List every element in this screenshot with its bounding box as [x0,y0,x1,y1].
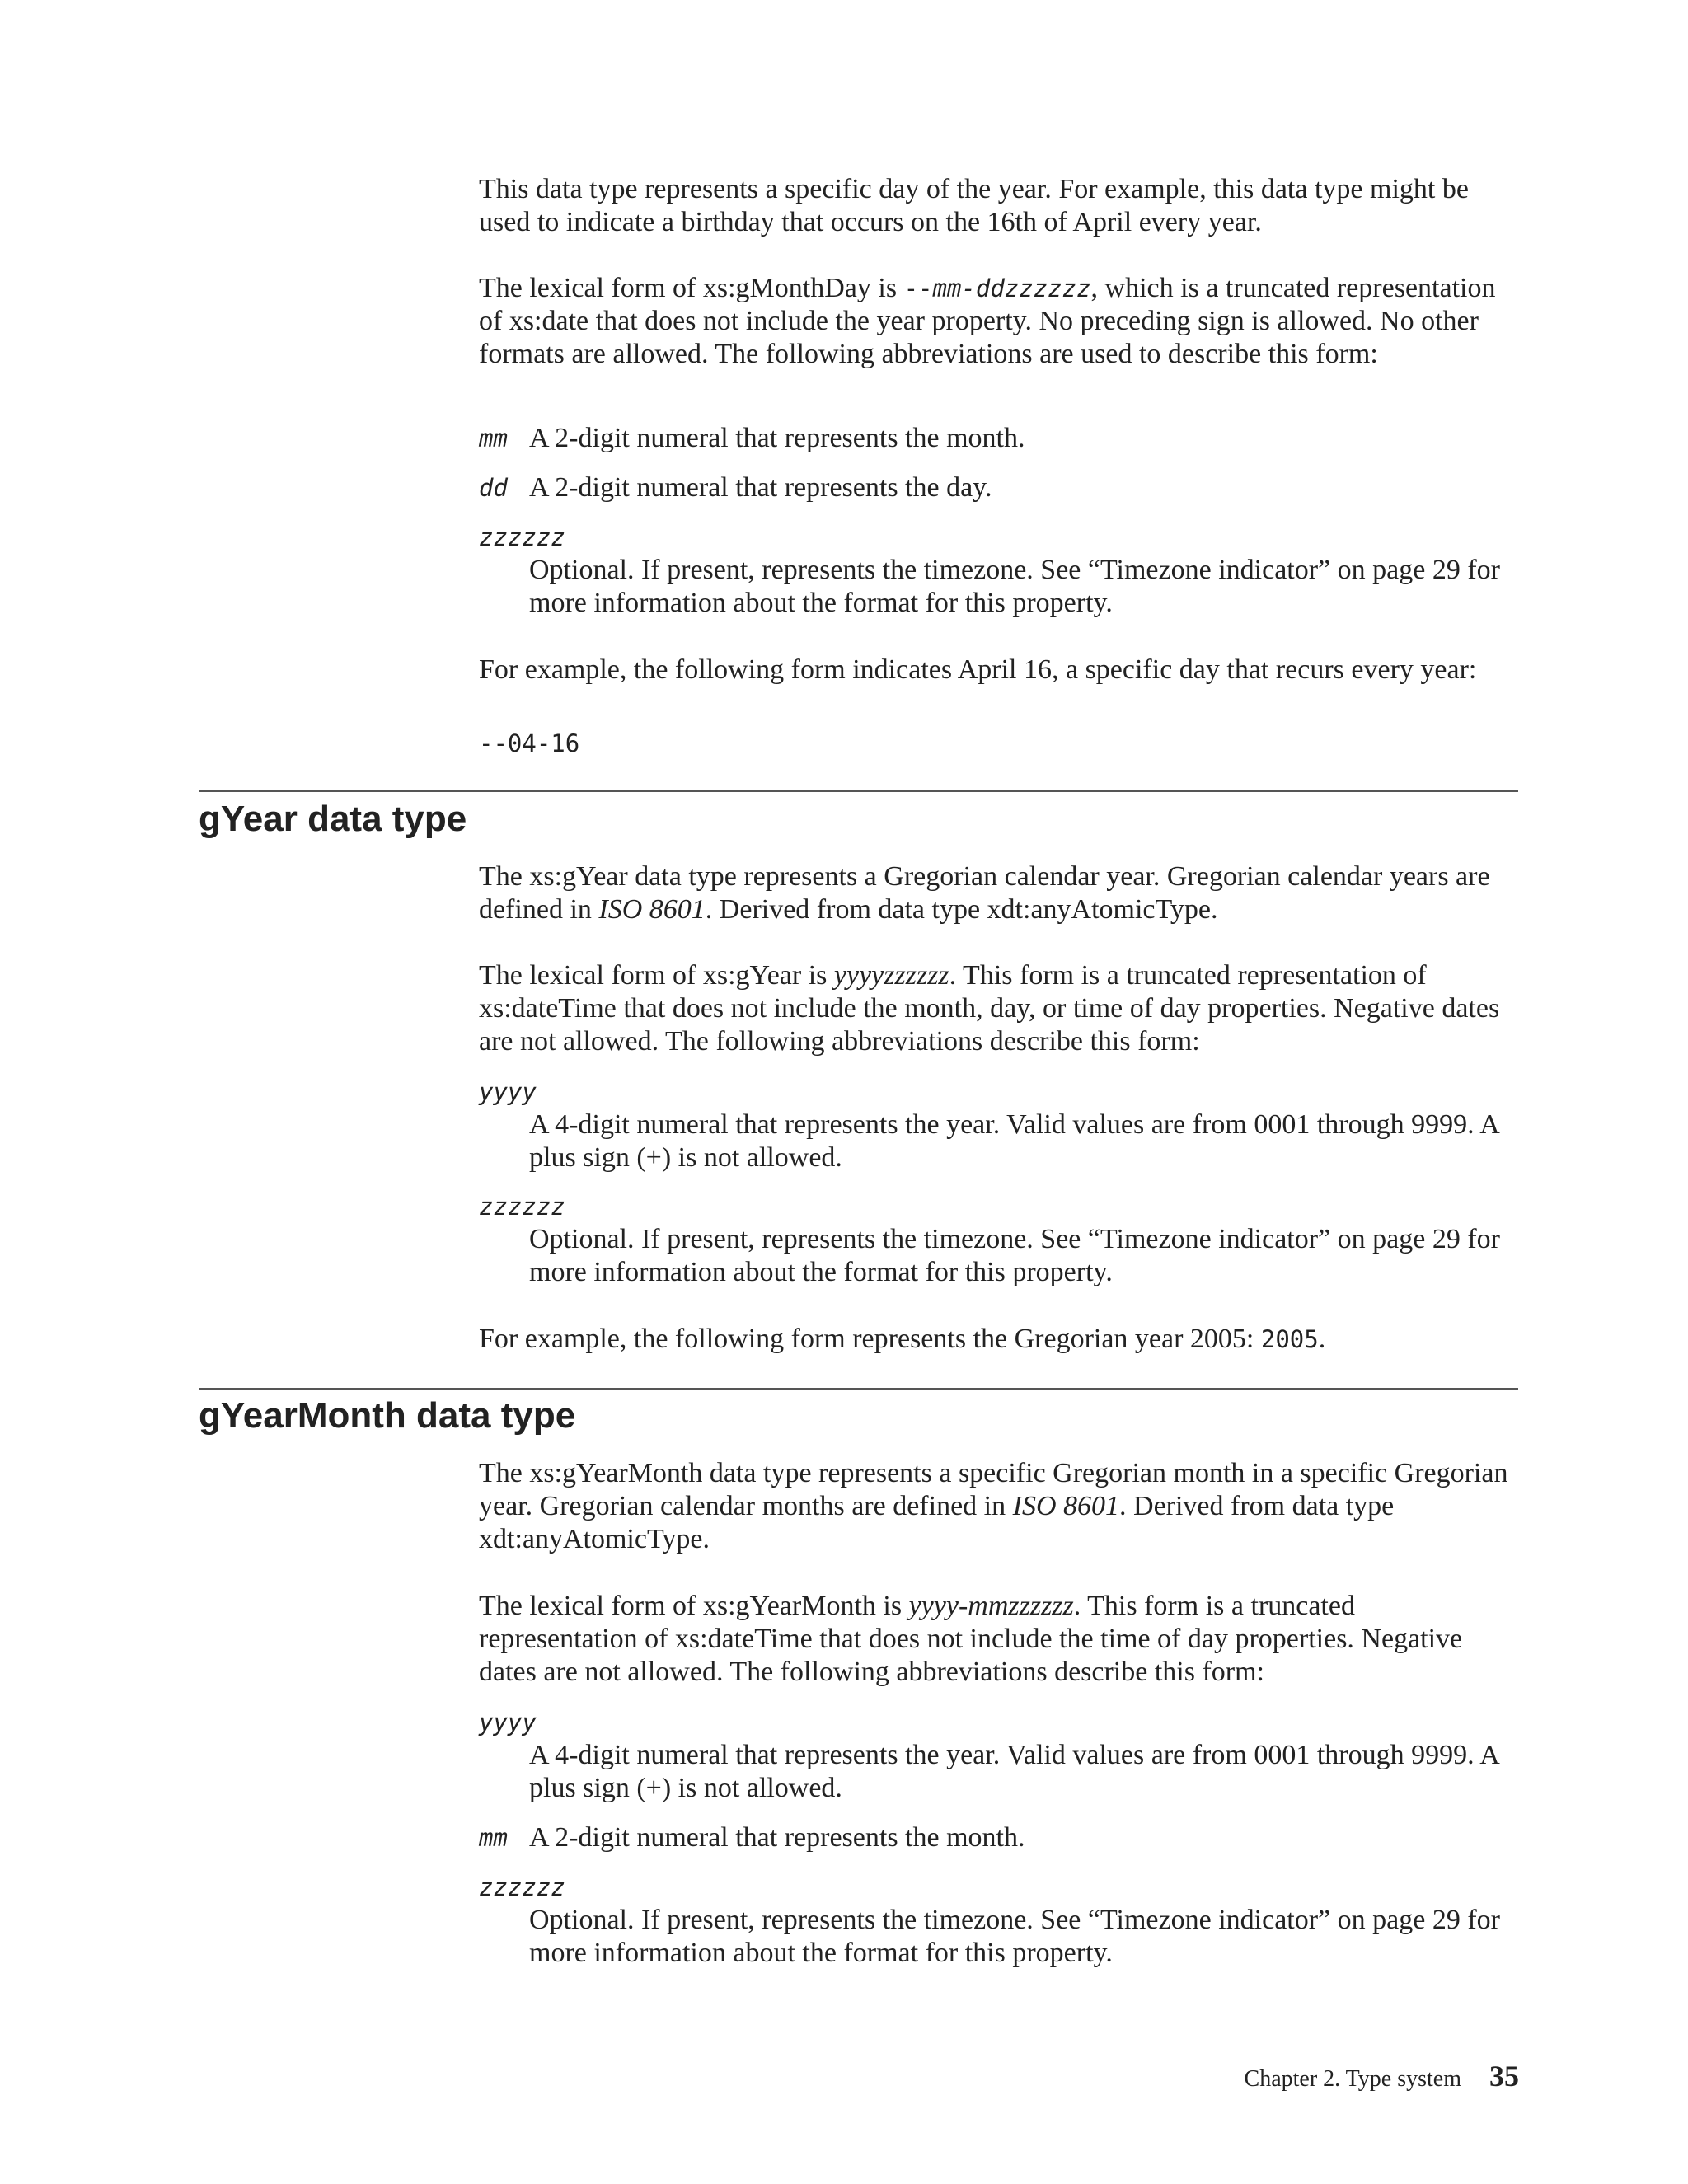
term-description: A 4-digit numeral that represents the year. Valid values are from 0001 through 9999. A plus sign (+) is not allowed. [529,1109,1498,1173]
intro-para2-post: , which is a truncated representation of xs:date that does not include the year property. No preceding sign is allowed. No other formats are allowed. The following abbreviations are used to describe this form: [479,273,1496,369]
gyearmonth-paragraph-2 [479,1590,1517,1689]
term-label: yyyy [479,1078,537,1106]
gyear-paragraph-2 [479,959,1517,1058]
term-label: mm [479,424,508,452]
section-divider [199,1388,1518,1390]
gyearmonth-paragraph-1 [479,1457,1517,1556]
gyearmonth-para1-pre: The xs:gYearMonth data type represents a specific Gregorian month in a specific Gregorian year. Gregorian calendar months are defined in [479,1458,1508,1521]
term-label: dd [479,474,508,502]
gyearmonth-para2-pre: The lexical form of xs:gYearMonth is [479,1591,909,1621]
gyear-example-pre: For example, the following form represents the Gregorian year 2005: [479,1324,1261,1354]
term-zzzzzz [479,1871,1517,1970]
gyear-para1-pre: The xs:gYear data type represents a Gregorian calendar year. Gregorian calendar years are defined in [479,861,1490,925]
gyear-example [479,1323,1517,1356]
term-yyyy [479,1706,1517,1805]
gyear-paragraph-1 [479,860,1517,926]
term-label: zzzzzz [479,1193,565,1221]
gyearmonth-para2-post: . This form is a truncated representation of xs:dateTime that does not include the time of day properties. Negative dates are not allowed. The following abbreviations describe this form: [479,1591,1463,1687]
term-yyyy [479,1076,1517,1174]
term-dd [479,471,1517,504]
gyear-para2-italic: yyyyzzzzzz [833,960,950,991]
term-zzzzzz [479,521,1517,620]
section-divider [199,790,1518,792]
term-description: A 2-digit numeral that represents the day. [529,472,992,503]
term-mm [479,1821,1517,1854]
intro-paragraph-1: This data type represents a specific day of the year. For example, this data type might be used to indicate a birthday that occurs on the 16th of April every year. [479,174,1469,237]
term-description: A 2-digit numeral that represents the month. [529,1822,1025,1853]
page-number: 35 [1489,2060,1519,2093]
gyear-example-post: . [1318,1324,1326,1354]
term-label: yyyy [479,1708,537,1736]
intro-example-text: For example, the following form indicates April 16, a specific day that recurs every year: [479,654,1477,685]
gyearmonth-para1-post: . Derived from data type xdt:anyAtomicType. [479,1491,1395,1554]
gyear-example-code: 2005 [1260,1325,1319,1353]
term-description: Optional. If present, represents the timezone. See “Timezone indicator” on page 29 for more information about the format for this property. [529,1905,1500,1968]
gyear-para1-post: . Derived from data type xdt:anyAtomicType. [705,894,1218,925]
gyear-para2-pre: The lexical form of xs:gYear is [479,960,834,991]
term-description: A 2-digit numeral that represents the month. [529,423,1025,453]
footer-chapter-title: Chapter 2. Type system [1244,2066,1461,2092]
term-label: mm [479,1824,508,1852]
gyear-para2-post: . This form is a truncated representation of xs:dateTime that does not include the month, day, or time of day properties. Negative dates are not allowed. The following abbreviations describe this form: [479,960,1500,1057]
term-label: zzzzzz [479,1873,565,1901]
term-description: Optional. If present, represents the timezone. See “Timezone indicator” on page 29 for more information about the format for this property. [529,555,1500,618]
term-description: Optional. If present, represents the timezone. See “Timezone indicator” on page 29 for more information about the format for this property. [529,1224,1500,1287]
section-heading-gyearmonth: gYearMonth data type [199,1395,576,1436]
intro-para2-pre: The lexical form of xs:gMonthDay is [479,273,904,303]
gyearmonth-para2-italic: yyyy-mmzzzzzz [908,1591,1074,1621]
section-heading-gyear: gYear data type [199,799,467,839]
page-footer [1245,2055,1519,2100]
term-label: zzzzzz [479,523,565,551]
gyear-para1-italic: ISO 8601 [598,894,706,925]
intro-para2-code: mm-ddzzzzzz [932,274,1091,302]
intro-example-code: --04-16 [479,729,580,757]
intro-paragraph-2 [479,272,1517,371]
gyearmonth-para1-italic: ISO 8601 [1012,1491,1120,1521]
intro-para2-code-dash: -- [903,274,933,302]
term-mm [479,422,1517,455]
term-zzzzzz [479,1190,1517,1289]
term-description: A 4-digit numeral that represents the year. Valid values are from 0001 through 9999. A plus sign (+) is not allowed. [529,1740,1498,1803]
